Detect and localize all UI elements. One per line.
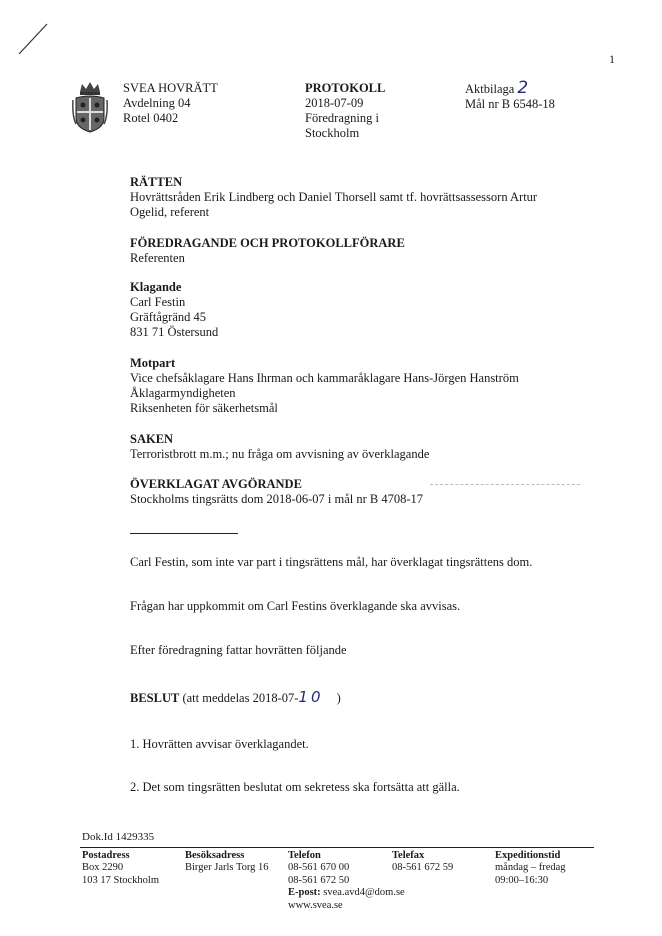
footer-label: Expeditionstid (495, 850, 561, 861)
decision-day-handwritten: 10 (298, 688, 324, 706)
court-name: SVEA HOVRÄTT (123, 81, 218, 95)
page-number: 1 (609, 52, 615, 66)
appendix-number-handwritten: 2 (517, 78, 529, 98)
footer-value: 103 17 Stockholm (82, 874, 160, 886)
decision-label: BESLUT (130, 691, 180, 705)
website-link[interactable]: www.svea.se (288, 899, 343, 911)
footer-value: Birger Jarls Torg 16 (185, 862, 269, 874)
section-heading: SAKEN (130, 432, 174, 446)
email-label: E-post: (288, 887, 321, 899)
section-line: Åklagarmyndigheten (130, 386, 236, 400)
section-heading: Klagande (130, 280, 182, 294)
body-paragraph-1: Carl Festin, som inte var part i tingsrättens mål, har överklagat tingsrättens dom. (130, 555, 533, 569)
section-heading: RÄTTEN (130, 175, 183, 189)
section-line: Referenten (130, 251, 185, 265)
document-type: PROTOKOLL (305, 81, 386, 95)
footer-label: Besöksadress (185, 850, 245, 861)
footer-label: Telefax (392, 850, 425, 861)
case-number: Mål nr B 6548-18 (465, 97, 555, 111)
footer-telefax (392, 850, 453, 875)
decision-line (130, 690, 341, 706)
decision-item-2: 2. Det som tingsrätten beslutat om sekretess ska fortsätta att gälla. (130, 780, 460, 794)
footer-value: 08-561 672 50 (288, 874, 350, 886)
section-motpart (130, 356, 570, 416)
document-id: Dok.Id 1429335 (82, 831, 155, 843)
section-line: Gräftågränd 45 (130, 310, 207, 324)
footer-besoksadress (185, 850, 269, 875)
section-heading: ÖVERKLAGAT AVGÖRANDE (130, 477, 302, 491)
session-line-2: Stockholm (305, 126, 360, 140)
footer-label: Postadress (82, 850, 130, 861)
section-line: Vice chefsåklagare Hans Ihrman och kammaråklagare Hans-Jörgen Hanström (130, 371, 519, 385)
footer-divider (80, 847, 594, 848)
appendix-label: Aktbilaga (465, 82, 515, 96)
footer-postadress (82, 850, 159, 887)
section-klagande (130, 280, 570, 340)
section-heading: Motpart (130, 356, 176, 370)
section-divider (130, 533, 238, 534)
court-header (123, 81, 218, 126)
section-heading: FÖREDRAGANDE OCH PROTOKOLLFÖRARE (130, 236, 405, 250)
footer-label: Telefon (288, 850, 321, 861)
section-line: Stockholms tingsrätts dom 2018-06-07 i mål nr B 4708-17 (130, 492, 424, 506)
footer-value: måndag – fredag (495, 862, 566, 874)
footer-expeditionstid (495, 850, 566, 887)
footer-telefon (288, 850, 405, 912)
section-line: Riksenheten för säkerhetsmål (130, 401, 278, 415)
section-overklagat (130, 477, 570, 507)
section-line: Carl Festin (130, 295, 186, 309)
decision-note: (att meddelas 2018-07- (182, 691, 299, 705)
session-line-1: Föredragning i (305, 111, 379, 125)
footer-value: 09:00–16:30 (495, 874, 549, 886)
body-paragraph-2: Frågan har uppkommit om Carl Festins överklagande ska avvisas. (130, 599, 461, 613)
protocol-date: 2018-07-09 (305, 96, 364, 110)
section-saken (130, 432, 570, 462)
section-line: 831 71 Östersund (130, 325, 219, 339)
case-header (465, 78, 555, 112)
section-line: Ogelid, referent (130, 205, 210, 219)
footer-value: 08-561 670 00 (288, 862, 350, 874)
section-foredragande (130, 236, 570, 266)
section-ratten (130, 175, 570, 220)
rotel: Rotel 0402 (123, 111, 179, 125)
section-line: Terroristbrott m.m.; nu fråga om avvisning av överklagande (130, 447, 430, 461)
footer-email (288, 887, 405, 899)
footer-value: 08-561 672 59 (392, 862, 454, 874)
decision-close: ) (336, 691, 341, 705)
body-paragraph-3: Efter föredragning fattar hovrätten följande (130, 643, 347, 657)
division: Avdelning 04 (123, 96, 191, 110)
decision-item-1: 1. Hovrätten avvisar överklagandet. (130, 737, 309, 751)
section-line: Hovrättsråden Erik Lindberg och Daniel Thorsell samt tf. hovrättsassessorn Artur (130, 190, 538, 204)
email-link[interactable]: svea.avd4@dom.se (323, 887, 405, 899)
court-seal-logo (72, 80, 108, 134)
pen-stroke-mark (14, 18, 54, 58)
protocol-header (305, 81, 385, 141)
footer-value: Box 2290 (82, 862, 124, 874)
